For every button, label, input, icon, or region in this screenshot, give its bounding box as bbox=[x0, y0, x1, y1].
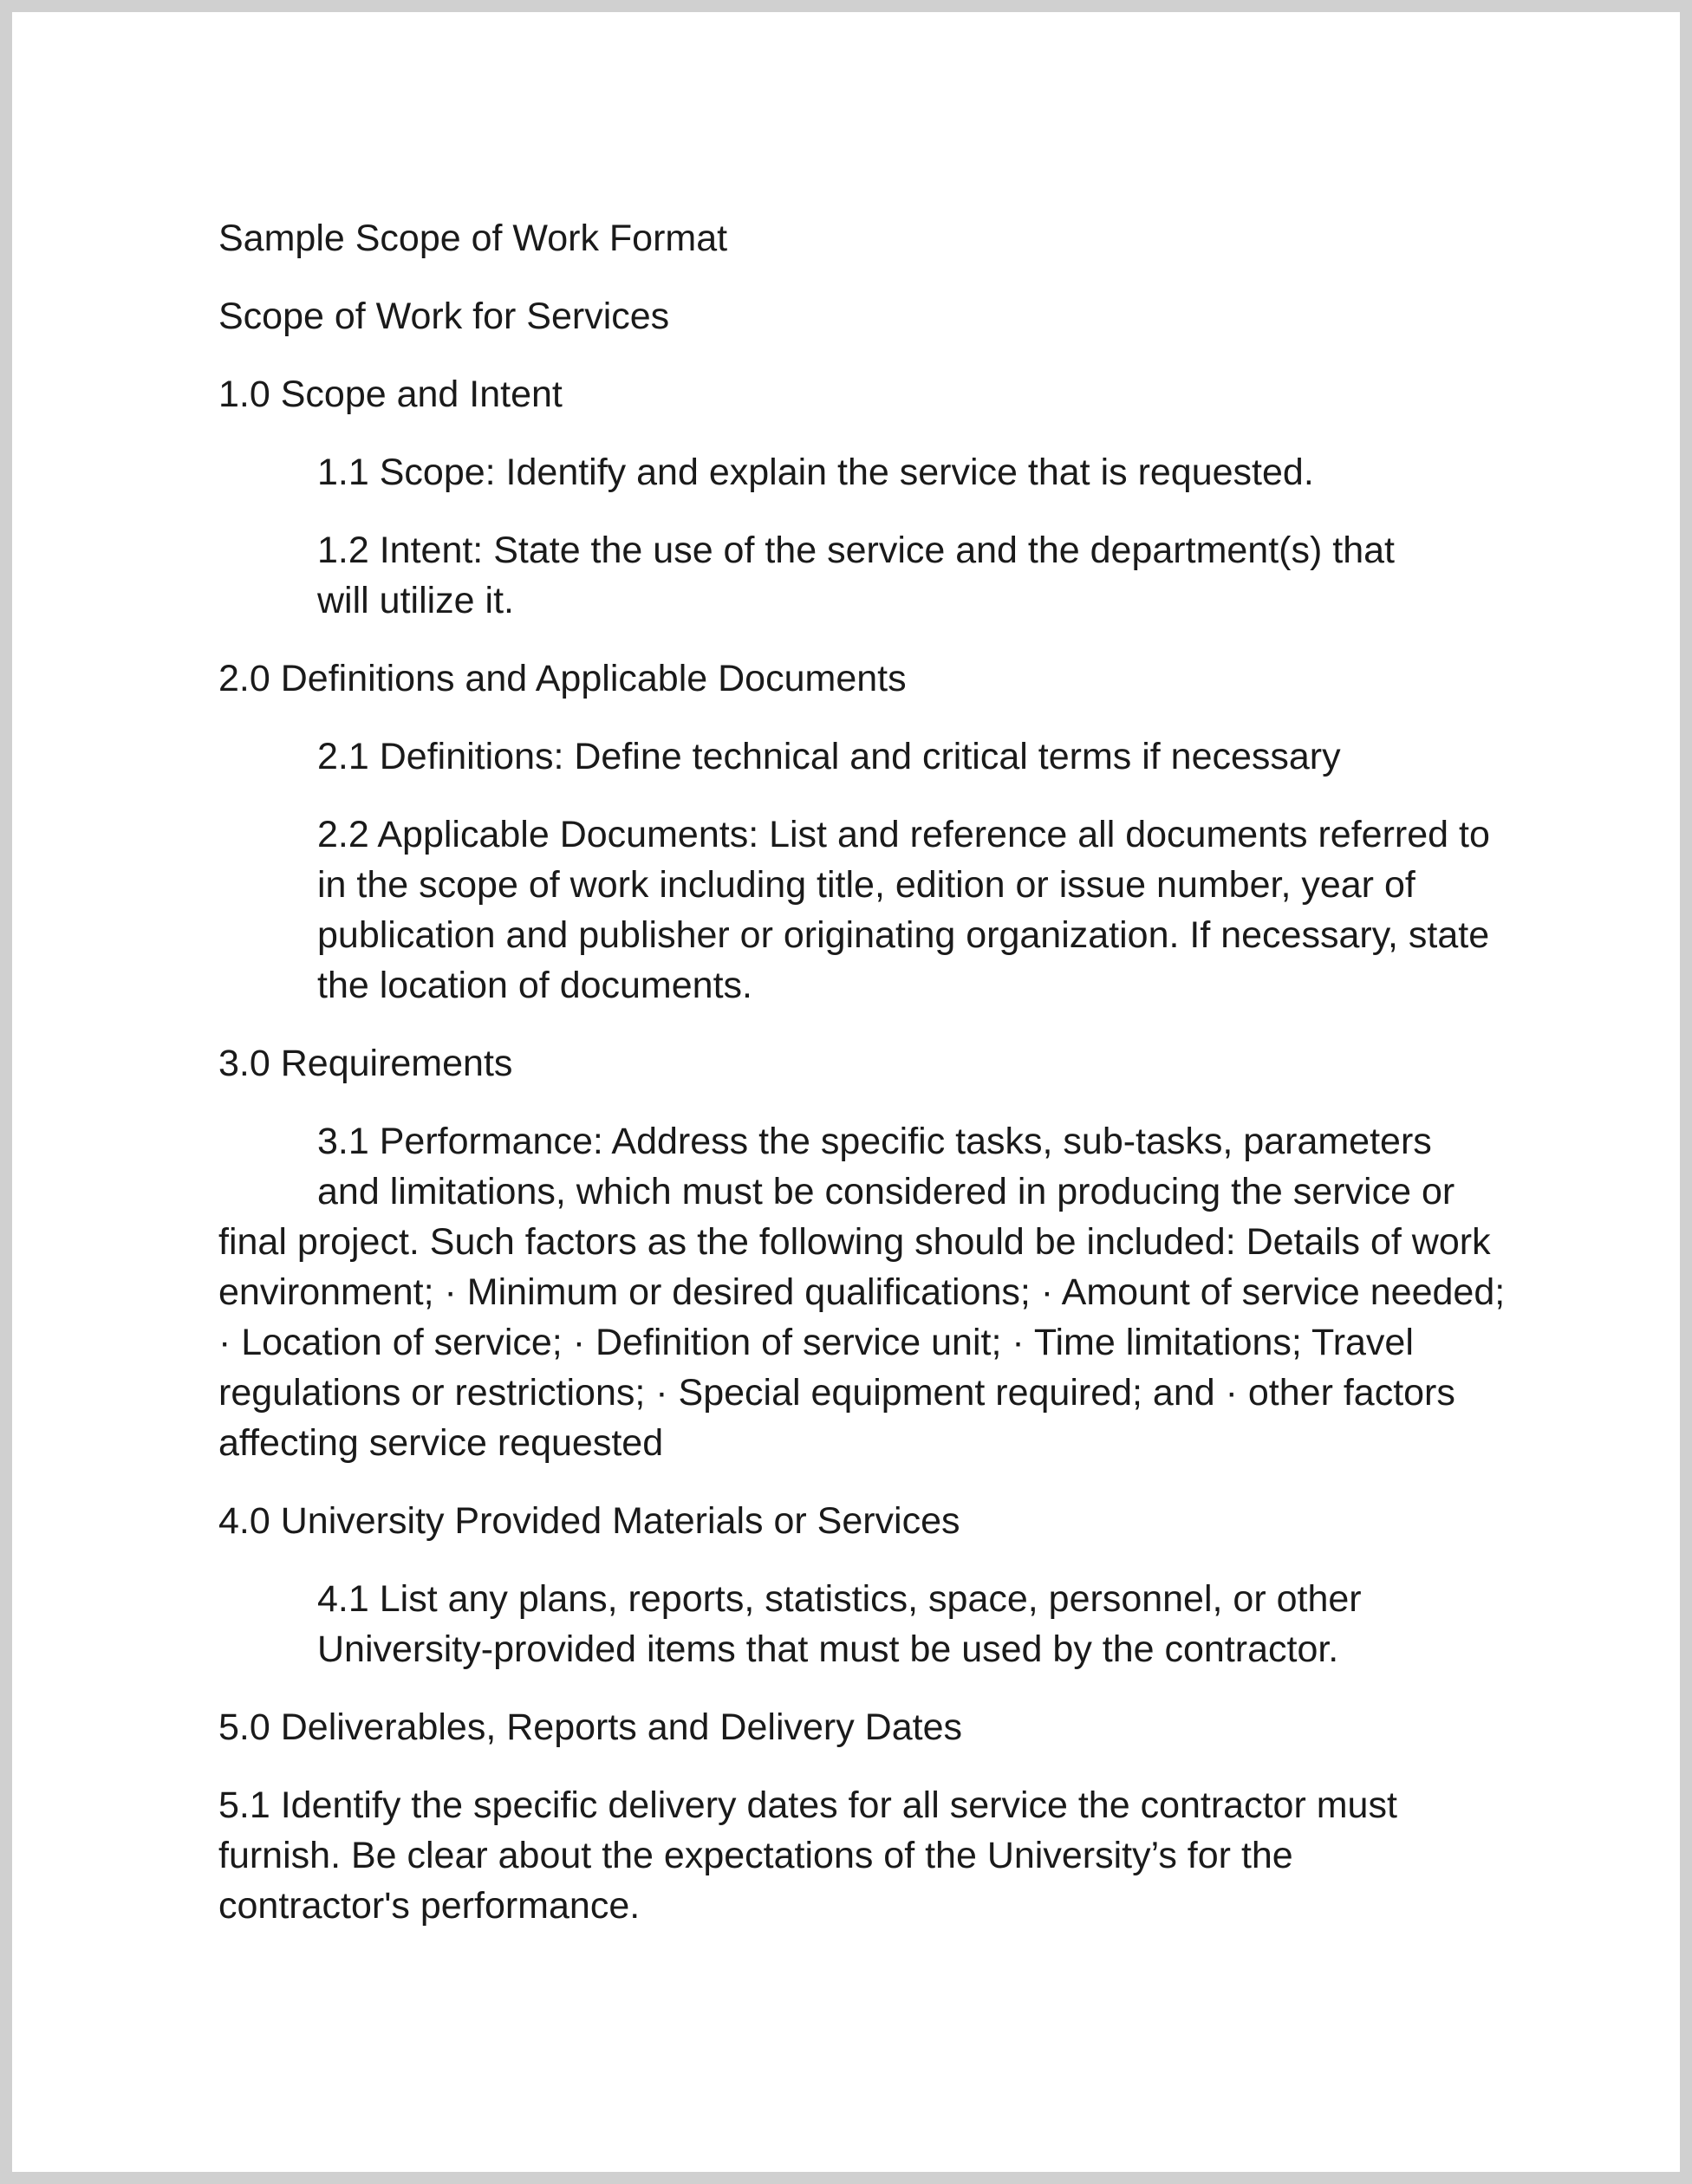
section-1-heading: 1.0 Scope and Intent bbox=[218, 374, 563, 415]
section-2-2-paragraph: 2.2 Applicable Documents: List and reference all documents referred to in the scope of work including title, edition or issue number, year of publication and publisher or originating organization. If necessary, state the location of documents. bbox=[317, 814, 1490, 1006]
document-body bbox=[218, 213, 1510, 1959]
document-title: Sample Scope of Work Format bbox=[218, 218, 728, 259]
section-2-heading: 2.0 Definitions and Applicable Documents bbox=[218, 658, 907, 699]
section-3-1-paragraph bbox=[218, 1116, 1510, 1468]
section-3-1-line-1: 3.1 Performance: Address the specific tasks, sub-tasks, parameters bbox=[317, 1121, 1432, 1162]
section-5-heading: 5.0 Deliverables, Reports and Delivery Dates bbox=[218, 1706, 963, 1748]
section-3-heading: 3.0 Requirements bbox=[218, 1043, 513, 1084]
section-1-1-paragraph: 1.1 Scope: Identify and explain the service that is requested. bbox=[317, 452, 1314, 493]
section-4-heading: 4.0 University Provided Materials or Services bbox=[218, 1500, 960, 1542]
section-3-1-line-2: and limitations, which must be considered in producing the service or bbox=[317, 1171, 1455, 1212]
section-3-1-continuation: final project. Such factors as the following should be included: Details of work environment; · Minimum or desired qualifications; · Amount of service needed; · Location of service; · Definition of service unit; · Time limitations; Travel regulations or restrictions; · Special equipment required; and · other factors affecting service requested bbox=[218, 1221, 1506, 1464]
section-4-1-paragraph: 4.1 List any plans, reports, statistics, space, personnel, or other University-provided items that must be used by the contractor. bbox=[317, 1578, 1362, 1670]
section-5-1-paragraph: 5.1 Identify the specific delivery dates for all service the contractor must furnish. Be clear about the expectations of the University’s for the contractor's performance. bbox=[218, 1784, 1397, 1927]
section-2-1-paragraph: 2.1 Definitions: Define technical and critical terms if necessary bbox=[317, 736, 1341, 777]
document-subtitle: Scope of Work for Services bbox=[218, 296, 670, 337]
section-1-2-paragraph: 1.2 Intent: State the use of the service and the department(s) that will utilize it. bbox=[317, 530, 1395, 621]
